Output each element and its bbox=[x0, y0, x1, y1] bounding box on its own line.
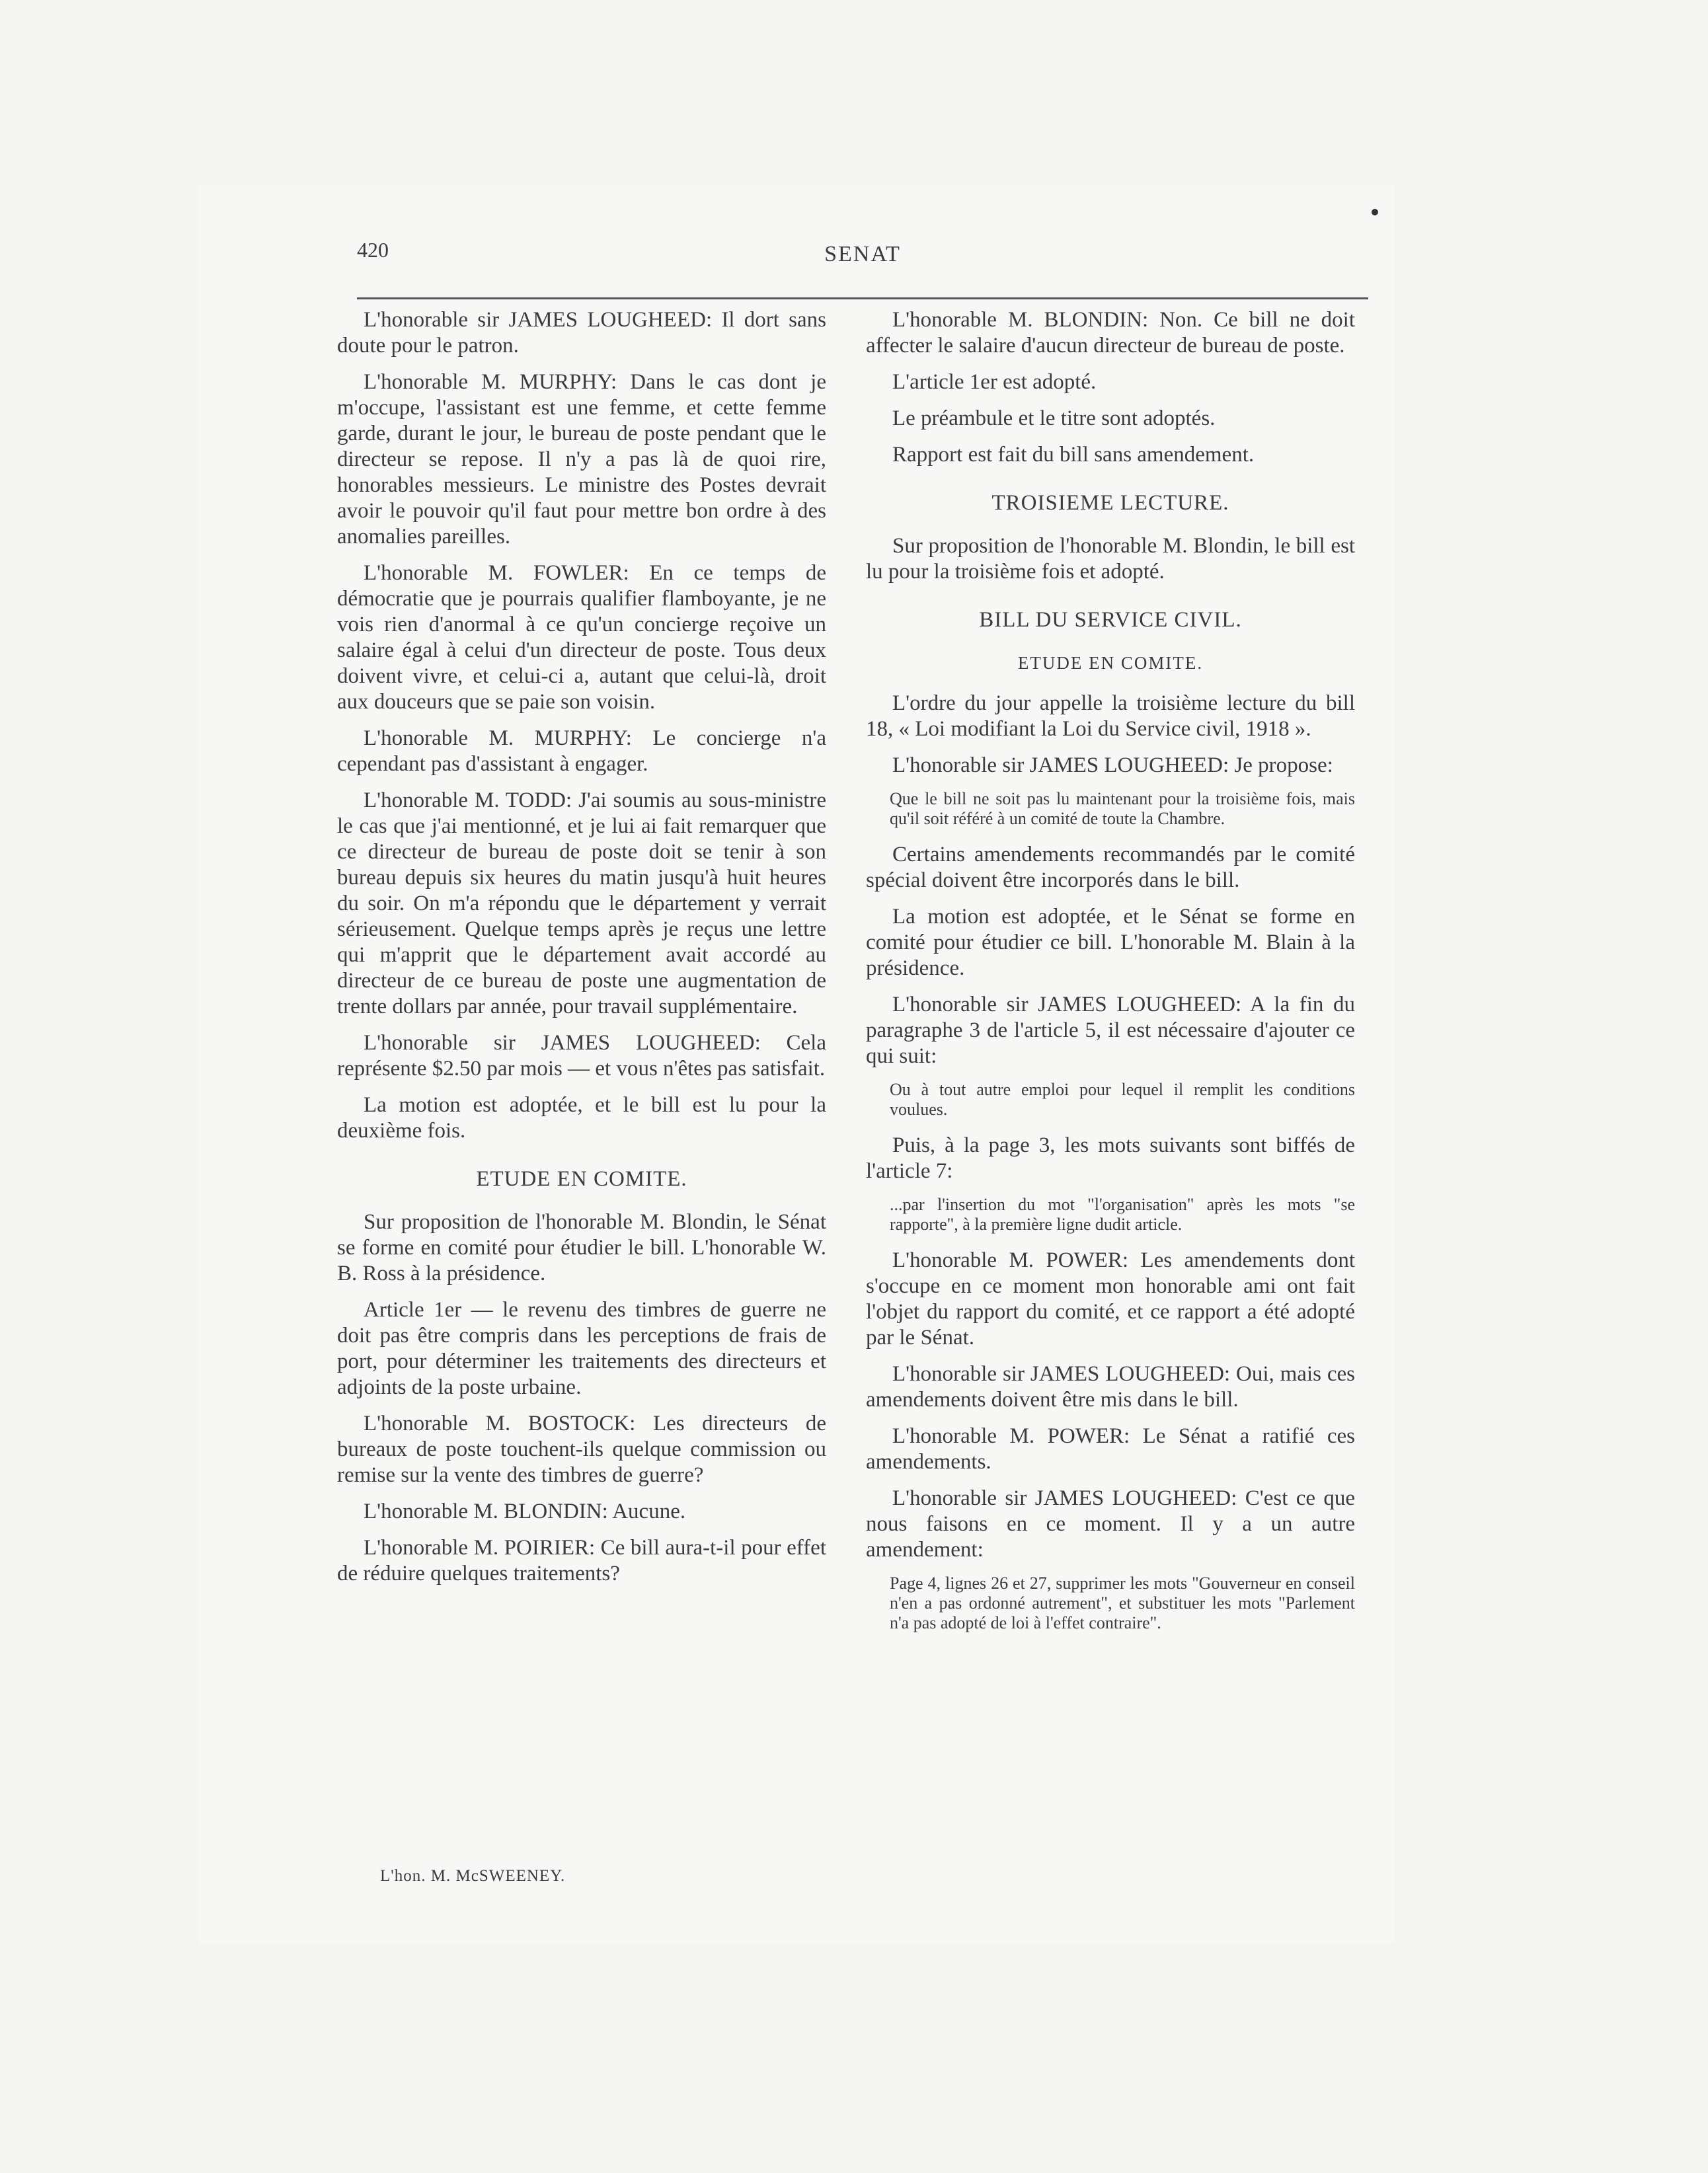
section-heading: ETUDE EN COMITE. bbox=[1017, 653, 1204, 673]
paragraph: La motion est adoptée, et le bill est lu pour la deuxième fois. bbox=[337, 1093, 826, 1143]
page-header bbox=[357, 238, 1368, 299]
paragraph: Sur proposition de l'honorable M. Blondin, le Sénat se forme en comité pour étudier le bill. L'honorable W. B. Ross à la présidence. bbox=[337, 1210, 826, 1285]
paragraph: Sur proposition de l'honorable M. Blondin, le bill est lu pour la troisième fois et adopté. bbox=[866, 534, 1355, 584]
paragraph: L'honorable M. POWER: Les amendements dont s'occupe en ce moment mon honorable ami ont fait l'objet du rapport du comité, et ce rapport a été adopté par le Sénat. bbox=[866, 1248, 1355, 1350]
paragraph: L'ordre du jour appelle la troisième lecture du bill 18, « Loi modifiant la Loi du Service civil, 1918 ». bbox=[866, 691, 1355, 741]
paragraph: L'honorable sir JAMES LOUGHEED: Il dort sans doute pour le patron. bbox=[337, 308, 826, 358]
paragraph: L'honorable M. FOWLER: En ce temps de démocratie que je pourrais qualifier flamboyante, je ne vois rien d'anormal à ce qu'un concierge reçoive un salaire égal à celui d'un directeur de poste. Tous deux doivent vivre, et celui-ci a, autant que celui-là, droit aux douceurs que se paie son voisin. bbox=[337, 561, 826, 714]
paragraph: Article 1er — le revenu des timbres de guerre ne doit pas être compris dans les perceptions de frais de port, pour déterminer les traitements des directeurs et adjoints de la poste urbaine. bbox=[337, 1298, 826, 1399]
section-heading: ETUDE EN COMITE. bbox=[476, 1167, 687, 1191]
paragraph: L'honorable sir JAMES LOUGHEED: Je propose: bbox=[892, 753, 1333, 777]
left-column bbox=[337, 307, 826, 1597]
page-number: 420 bbox=[357, 238, 389, 262]
paragraph: L'honorable M. POWER: Le Sénat a ratifié ces amendements. bbox=[866, 1424, 1355, 1474]
section-heading: TROISIEME LECTURE. bbox=[991, 491, 1229, 515]
paragraph: L'honorable sir JAMES LOUGHEED: C'est ce que nous faisons en ce moment. Il y a un autre amendement: bbox=[866, 1486, 1355, 1562]
paragraph: L'honorable sir JAMES LOUGHEED: A la fin du paragraphe 3 de l'article 5, il est nécessaire d'ajouter ce qui suit: bbox=[866, 993, 1355, 1068]
paragraph: L'honorable M. TODD: J'ai soumis au sous-ministre le cas que j'ai mentionné, et je lui ai fait remarquer que ce directeur de bureau de poste doit se tenir à son bureau depuis six heures du matin jusqu'à huit heures du soir. On m'a répondu que le département y verrait sérieusement. Quelque temps après je reçus une lettre qui m'apprit que le département avait accordé au directeur de ce bureau de poste une augmentation de trente dollars par année, pour travail supplémentaire. bbox=[337, 788, 826, 1018]
paragraph: L'honorable M. POIRIER: Ce bill aura-t-il pour effet de réduire quelques traitements? bbox=[337, 1536, 826, 1585]
paragraph: La motion est adoptée, et le Sénat se forme en comité pour étudier ce bill. L'honorable M. Blain à la présidence. bbox=[866, 905, 1355, 980]
right-column bbox=[866, 307, 1355, 1646]
paragraph: L'honorable sir JAMES LOUGHEED: Cela représente $2.50 par mois — et vous n'êtes pas satisfait. bbox=[337, 1031, 826, 1081]
quoted-text: ...par l'insertion du mot "l'organisation" après les mots "se rapporte", à la première ligne dudit article. bbox=[890, 1195, 1355, 1234]
paragraph: Puis, à la page 3, les mots suivants sont biffés de l'article 7: bbox=[866, 1133, 1355, 1183]
paragraph: L'honorable M. BOSTOCK: Les directeurs de bureaux de poste touchent-ils quelque commission ou remise sur la vente des timbres de guerre? bbox=[337, 1412, 826, 1487]
quoted-text: Que le bill ne soit pas lu maintenant pour la troisième fois, mais qu'il soit référé à un comité de toute la Chambre. bbox=[890, 789, 1355, 828]
paragraph: L'honorable M. BLONDIN: Aucune. bbox=[364, 1500, 686, 1523]
quoted-text: Ou à tout autre emploi pour lequel il remplit les conditions voulues. bbox=[890, 1080, 1355, 1119]
catchword: L'hon. M. McSWEENEY. bbox=[380, 1867, 566, 1885]
paragraph: L'honorable M. MURPHY: Dans le cas dont je m'occupe, l'assistant est une femme, et cette femme garde, durant le jour, le bureau de poste pendant que le directeur se repose. Il n'y a pas là de quoi rire, honorables messieurs. Le ministre des Postes devrait avoir le pouvoir qu'il faut pour mettre bon ordre à des anomalies pareilles. bbox=[337, 370, 826, 549]
paragraph: Rapport est fait du bill sans amendement. bbox=[892, 443, 1255, 467]
paragraph: Le préambule et le titre sont adoptés. bbox=[892, 406, 1216, 430]
paragraph: L'honorable M. BLONDIN: Non. Ce bill ne doit affecter le salaire d'aucun directeur de bureau de poste. bbox=[866, 308, 1355, 358]
paragraph: L'honorable M. MURPHY: Le concierge n'a cependant pas d'assistant à engager. bbox=[337, 726, 826, 776]
paragraph: L'honorable sir JAMES LOUGHEED: Oui, mais ces amendements doivent être mis dans le bill. bbox=[866, 1362, 1355, 1412]
running-title: SENAT bbox=[824, 242, 901, 266]
scan-speck bbox=[1372, 209, 1378, 215]
quoted-text: Page 4, lignes 26 et 27, supprimer les mots "Gouverneur en conseil n'en a pas ordonné autrement", et substituer les mots "Parlement n'a pas adopté de loi à l'effet contraire". bbox=[890, 1574, 1355, 1632]
paragraph: L'article 1er est adopté. bbox=[892, 370, 1097, 394]
paragraph: Certains amendements recommandés par le comité spécial doivent être incorporés dans le bill. bbox=[866, 843, 1355, 892]
section-heading: BILL DU SERVICE CIVIL. bbox=[979, 608, 1242, 632]
